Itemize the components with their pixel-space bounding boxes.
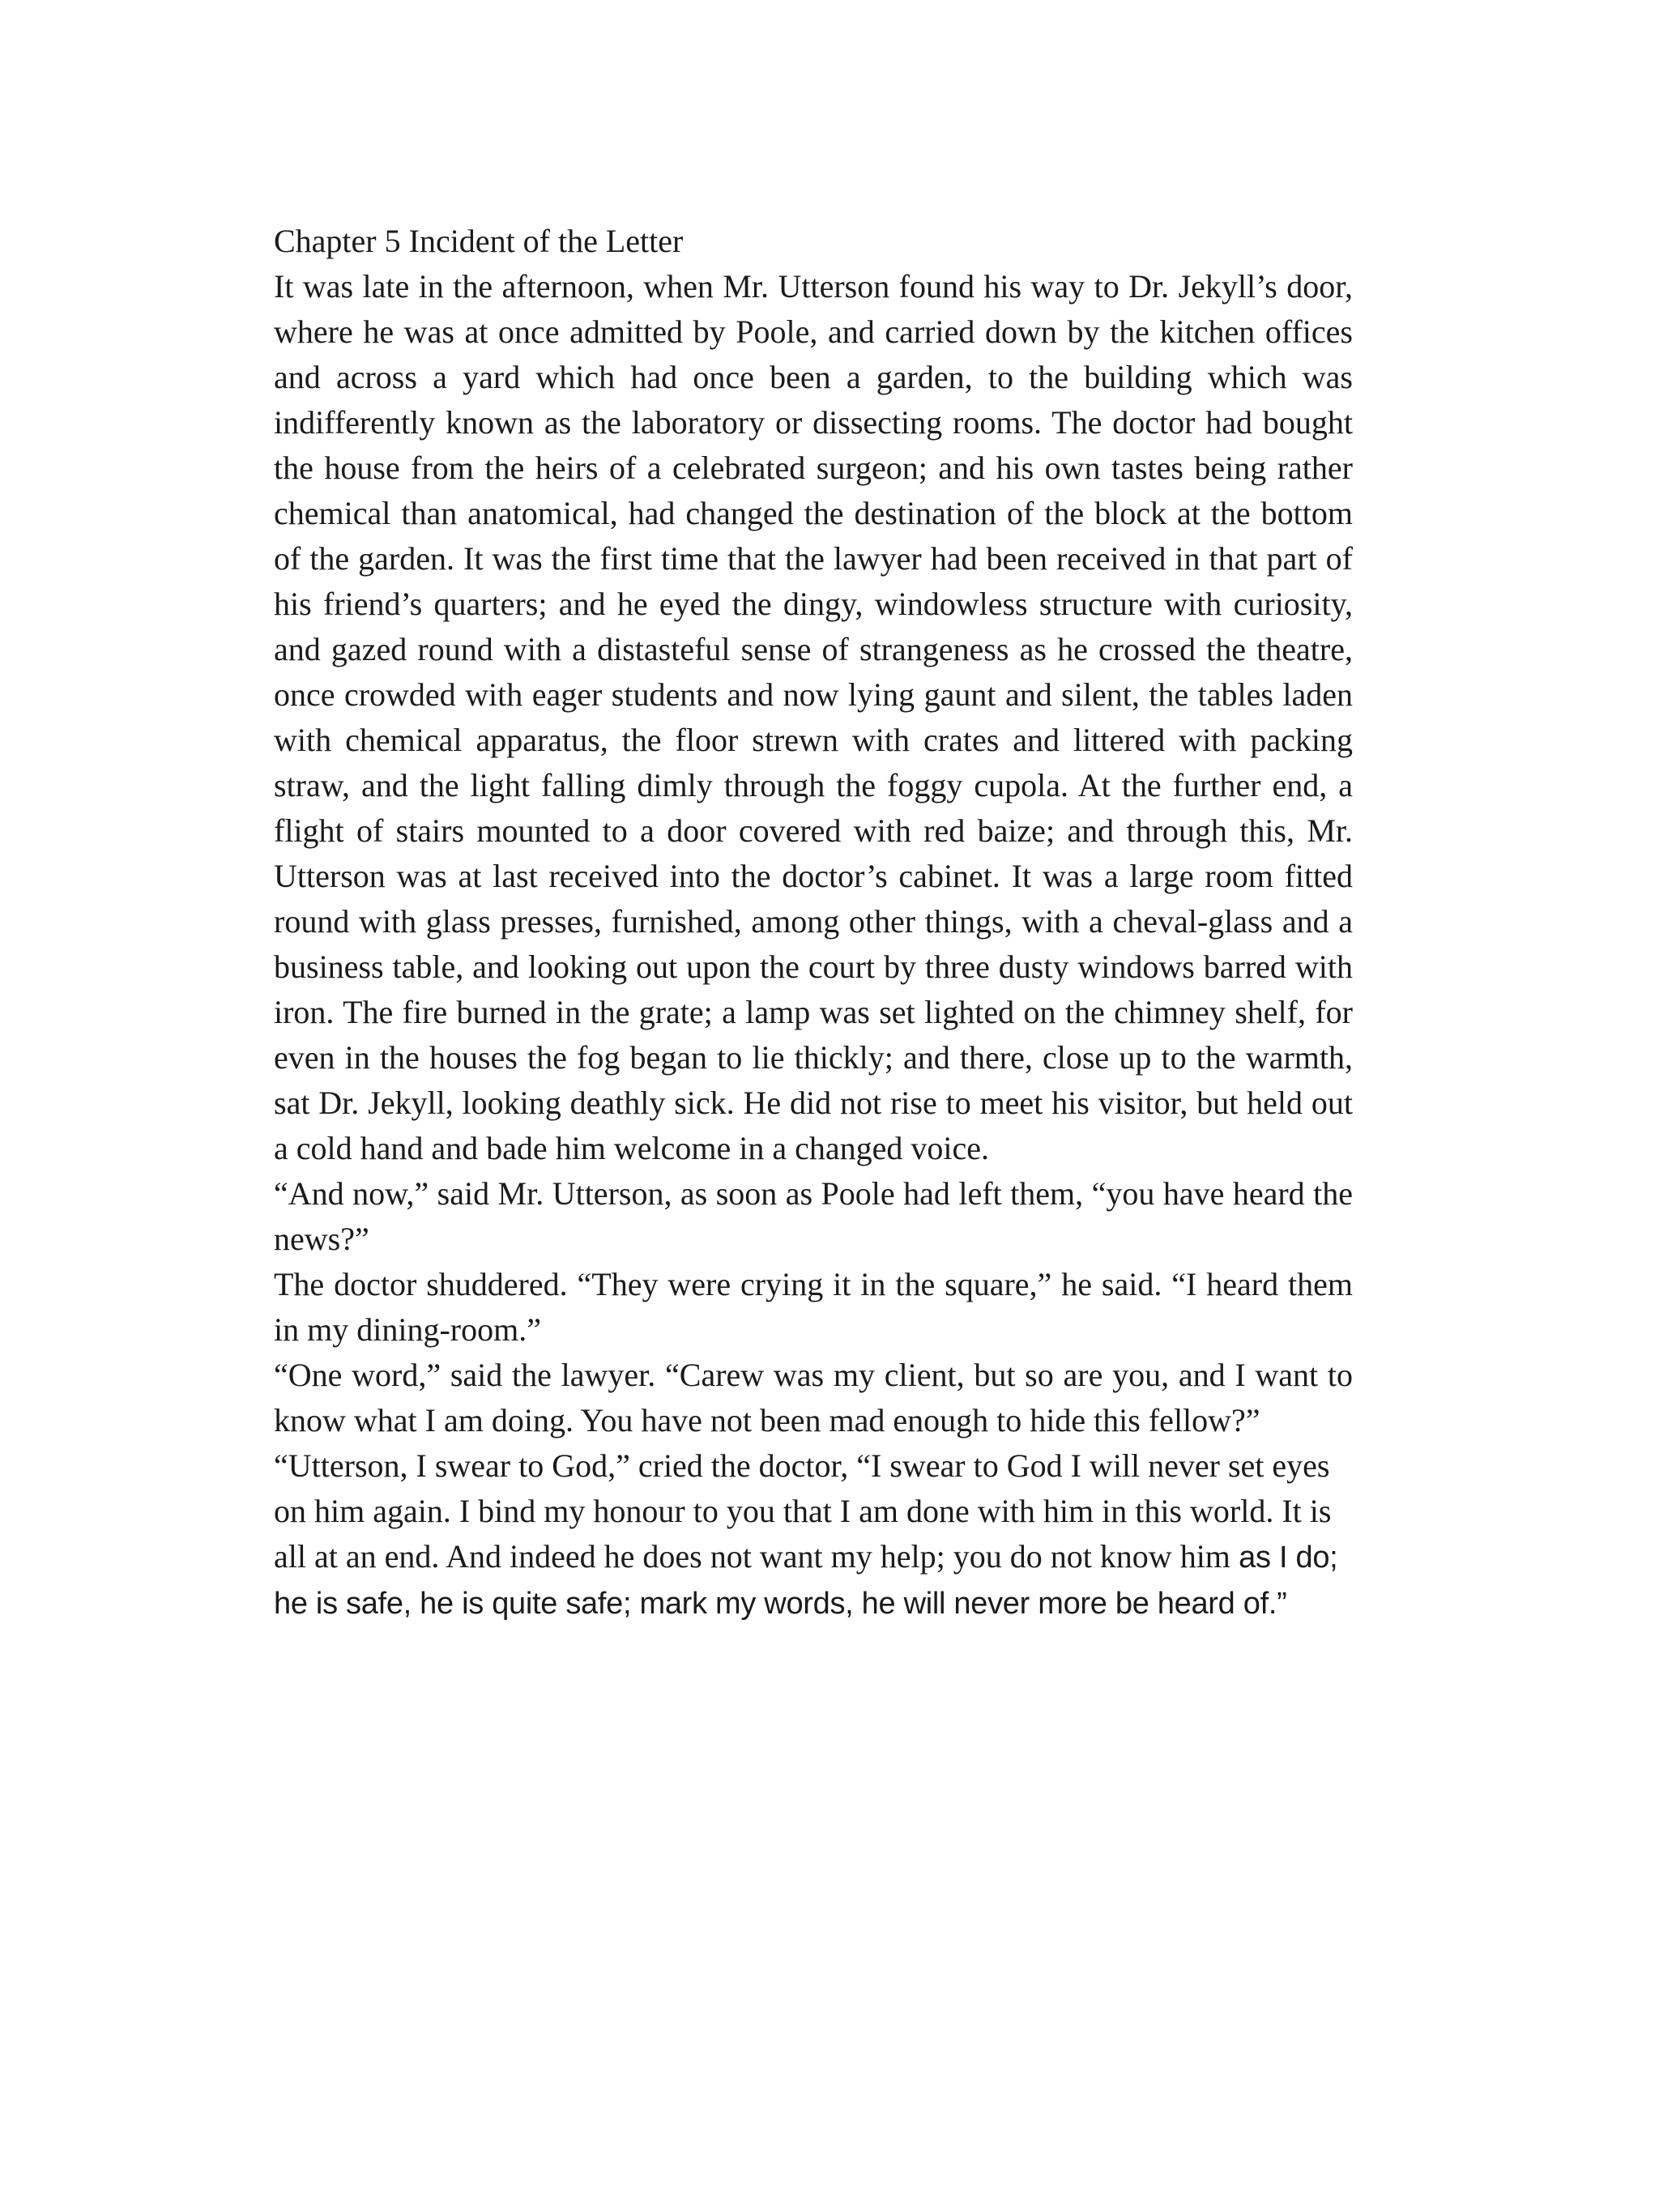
document-page [274, 219, 1353, 1626]
paragraph-5-sans-text: as I do; he is safe, he is quite safe; mark my words, he will never more be heard of.” [274, 1541, 1338, 1621]
paragraph-5-serif-text: “Utterson, I swear to God,” cried the doctor, “I swear to God I will never set eyes on him again. I bind my honour to you that I am done with him in this world. It is all at an end. And indeed he does not want my help; you do not know him [274, 1447, 1332, 1575]
paragraph-4: “One word,” said the lawyer. “Carew was my client, but so are you, and I want to know what I am doing. You have not been mad enough to hide this fellow?” [274, 1357, 1353, 1438]
chapter-title: Chapter 5 Incident of the Letter [274, 223, 684, 259]
paragraph-2: “And now,” said Mr. Utterson, as soon as Poole had left them, “you have heard the news?” [274, 1175, 1353, 1257]
paragraph-1: It was late in the afternoon, when Mr. Utterson found his way to Dr. Jekyll’s door, where he was at once admitted by Poole, and carried down by the kitchen offices and across a yard which had once been a garden, to the building which was indifferently known as the laboratory or dissecting rooms. The doctor had bought the house from the heirs of a celebrated surgeon; and his own tastes being rather chemical than anatomical, had changed the destination of the block at the bottom of the garden. It was the first time that the lawyer had been received in that part of his friend’s quarters; and he eyed the dingy, windowless structure with curiosity, and gazed round with a distasteful sense of strangeness as he crossed the theatre, once crowded with eager students and now lying gaunt and silent, the tables laden with chemical apparatus, the floor strewn with crates and littered with packing straw, and the light falling dimly through the foggy cupola. At the further end, a flight of stairs mounted to a door covered with red baize; and through this, Mr. Utterson was at last received into the doctor’s cabinet. It was a large room fitted round with glass presses, furnished, among other things, with a cheval-glass and a business table, and looking out upon the court by three dusty windows barred with iron. The fire burned in the grate; a lamp was set lighted on the chimney shelf, for even in the houses the fog began to lie thickly; and there, close up to the warmth, sat Dr. Jekyll, looking deathly sick. He did not rise to meet his visitor, but held out a cold hand and bade him welcome in a changed voice. [274, 268, 1353, 1166]
paragraph-5 [274, 1443, 1353, 1626]
paragraph-3: The doctor shuddered. “They were crying it in the square,” he said. “I heard them in my dining-room.” [274, 1266, 1353, 1348]
